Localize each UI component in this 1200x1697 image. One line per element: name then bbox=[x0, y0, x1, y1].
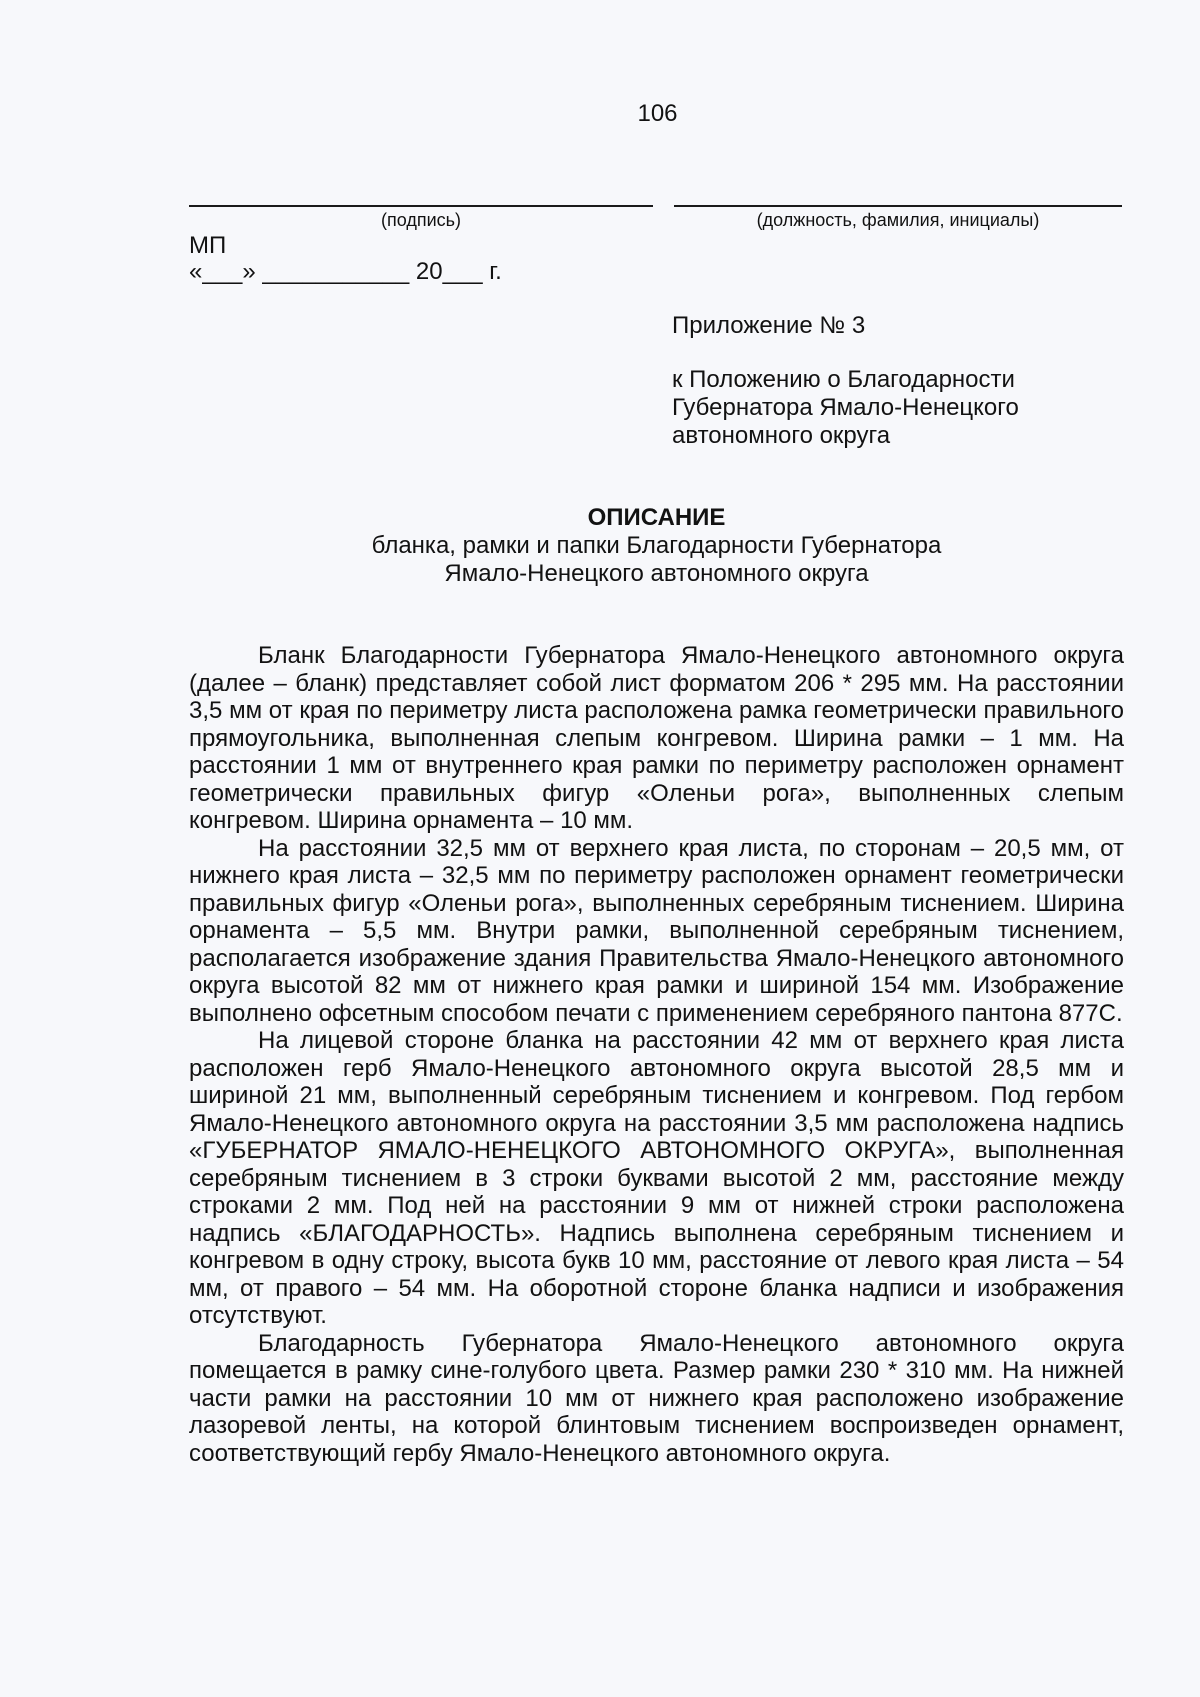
appendix-title: Приложение № 3 bbox=[672, 312, 866, 339]
body-paragraph: На расстоянии 32,5 мм от верхнего края листа, по сторонам – 20,5 мм, от нижнего края листа – 32,5 мм по периметру расположен орнамент геометрически правильных фигур «Оленьи рога», выполненных серебряным тиснением. Ширина орнамента – 5,5 мм. Внутри рамки, выполненной серебряным тиснением, располагается изображение здания Правительства Ямало-Ненецкого автономного округа высотой 82 мм от нижнего края рамки и шириной 154 мм. Изображение выполнено офсетным способом печати с применением серебряного пантона 877С. bbox=[189, 834, 1124, 1027]
appendix-reference bbox=[672, 366, 1112, 450]
page-number: 106 bbox=[637, 100, 678, 127]
body-paragraph: Благодарность Губернатора Ямало-Ненецкого автономного округа помещается в рамку сине-голубого цвета. Размер рамки 230 * 310 мм. На нижней части рамки на расстоянии 10 мм от нижнего края расположено изображение лазоревой ленты, на которой блинтовым тиснением воспроизведен орнамент, соответствующий гербу Ямало-Ненецкого автономного округа. bbox=[189, 1329, 1124, 1467]
body-paragraph: Бланк Благодарности Губернатора Ямало-Ненецкого автономного округа (далее – бланк) представляет собой лист форматом 206 * 295 мм. На расстоянии 3,5 мм от края по периметру листа расположена рамка геометрически правильного прямоугольника, выполненная слепым конгревом. Ширина рамки – 1 мм. На расстоянии 1 мм от внутреннего края рамки по периметру расположен орнамент геометрически правильных фигур «Оленьи рога», выполненных слепым конгревом. Ширина орнамента – 10 мм. bbox=[189, 642, 1124, 834]
document-body bbox=[189, 642, 1124, 1467]
document-heading bbox=[189, 504, 1124, 588]
appendix-reference-line: к Положению о Благодарности bbox=[672, 366, 1015, 393]
body-paragraph: На лицевой стороне бланка на расстоянии 42 мм от верхнего края листа расположен герб Ямало-Ненецкого автономного округа высотой 28,5 мм и шириной 21 мм, выполненный серебряным тиснением и конгревом. Под гербом Ямало-Ненецкого автономного округа на расстоянии 3,5 мм расположена надпись «ГУБЕРНАТОР ЯМАЛО-НЕНЕЦКОГО АВТОНОМНОГО ОКРУГА», выполненная серебряным тиснением в 3 строки буквами высотой 2 мм, расстояние между строками 2 мм. Под ней на расстоянии 9 мм от нижней строки расположена надпись «БЛАГОДАРНОСТЬ». Надпись выполнена серебряным тиснением и конгревом в одну строку, высота букв 10 мм, расстояние от левого края листа – 54 мм, от правого – 54 мм. На оборотной стороне бланка надписи и изображения отсутствуют. bbox=[189, 1027, 1124, 1329]
stamp-place-label: МП bbox=[189, 232, 227, 259]
document-subtitle-line: Ямало-Ненецкого автономного округа bbox=[444, 560, 869, 587]
appendix-reference-line: Губернатора Ямало-Ненецкого bbox=[672, 394, 1019, 421]
document-title: ОПИСАНИЕ bbox=[587, 504, 726, 531]
signature-line bbox=[189, 205, 653, 207]
position-name-line bbox=[674, 205, 1122, 207]
date-line: «___» ___________ 20___ г. bbox=[189, 258, 502, 285]
appendix-reference-line: автономного округа bbox=[672, 422, 891, 449]
document-subtitle-line: бланка, рамки и папки Благодарности Губернатора bbox=[371, 532, 942, 559]
position-name-caption: (должность, фамилия, инициалы) bbox=[756, 210, 1040, 230]
signature-caption: (подпись) bbox=[380, 210, 462, 230]
